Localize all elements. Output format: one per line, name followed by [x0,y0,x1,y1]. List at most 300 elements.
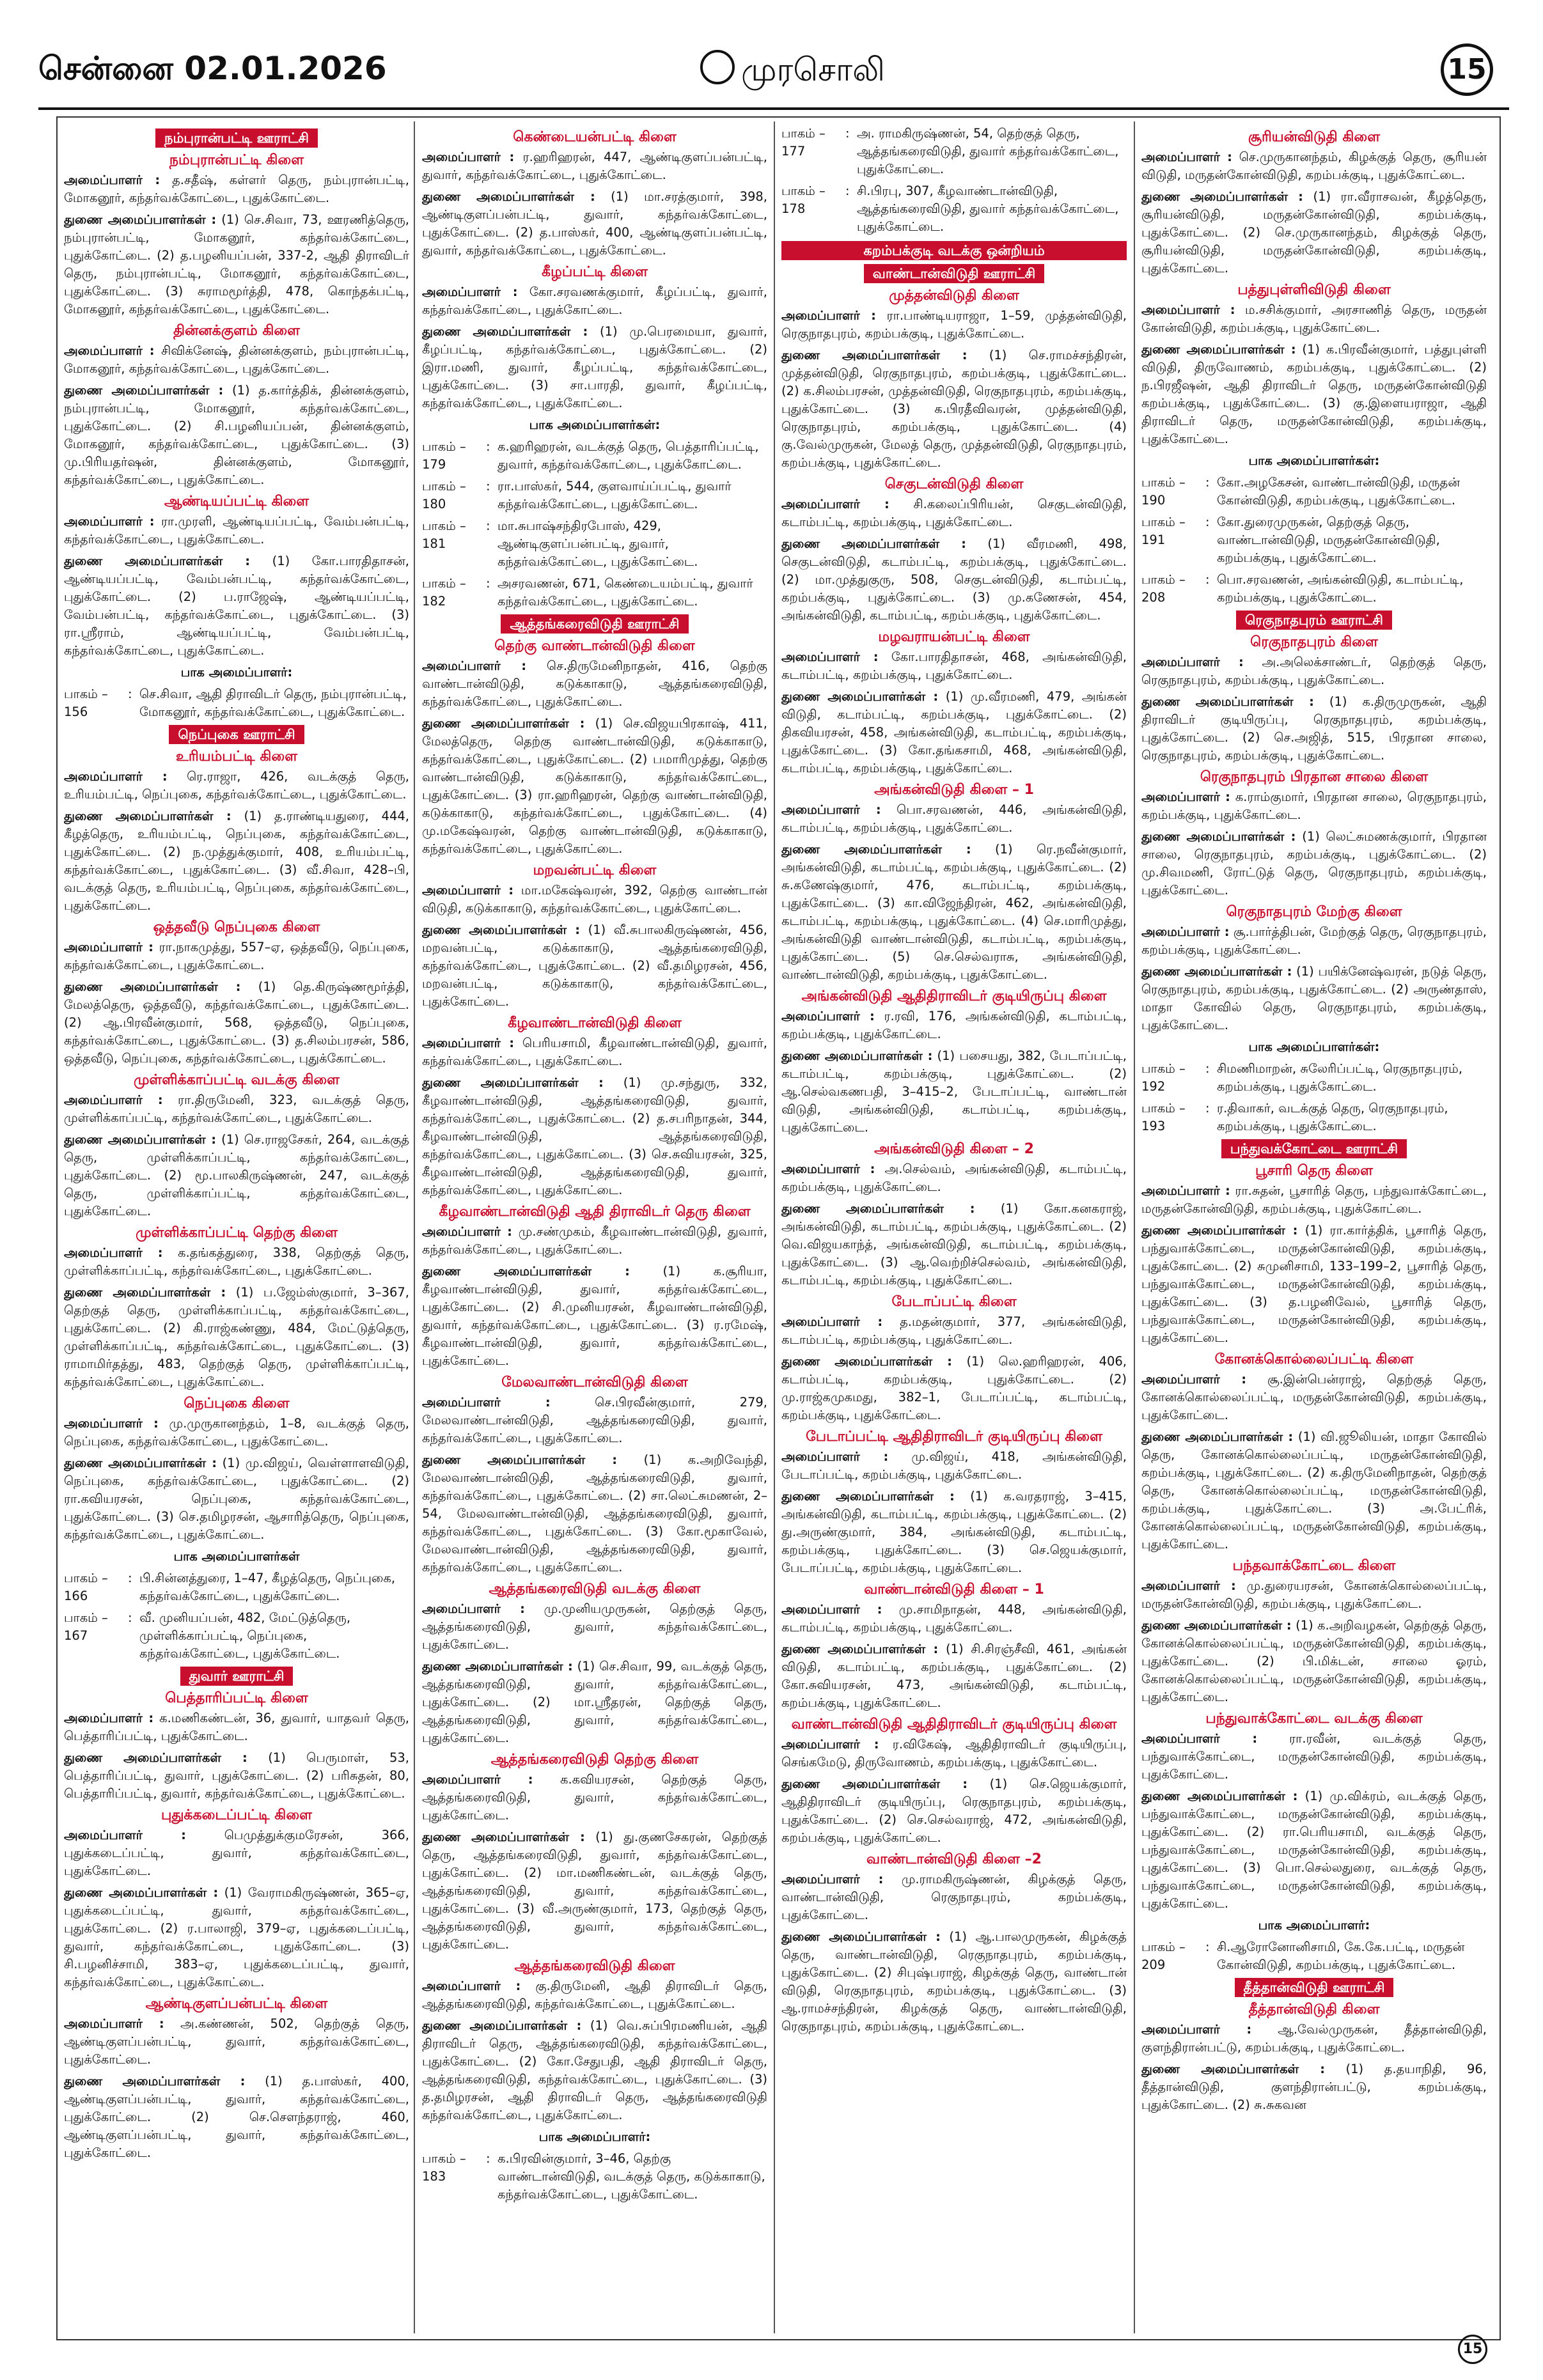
organizer-entry [781,1640,1127,1712]
branch-title: ஆத்தங்கரைவிடுதி வடக்கு கிளை [489,1581,701,1597]
entry-role: துணை அமைப்பாளர்கள் : [422,2018,582,2033]
entry-role: அமைப்பாளர் : [781,497,889,511]
entry-role: அமைப்பாளர் : [422,150,515,164]
entry-text: செ.திருமேனிநாதன், 416, தெற்கு வாண்டான்விடுதி, கடுக்காகாடு, ஆத்தங்கரைவிடுதி, கந்தர்வக்கோட்டை, புதுக்கோட்டை. [422,658,767,709]
entry-text: ம.சசிக்குமார், அரசாணித் தெரு, மருதன் கோன்விடுதி, கறம்பக்குடி, புதுக்கோட்டை. [1141,302,1487,335]
part-organizer-row [422,438,767,474]
organizer-entry [422,1263,767,1370]
entry-role: துணை அமைப்பாளர்கள் : [781,689,939,704]
entry-role: அமைப்பாளர் : [781,1314,883,1329]
entry-text: (1) த.பாஸ்கர், 400, ஆண்டிகுளப்பன்பட்டி, துவார், கந்தர்வக்கோட்டை, புதுக்கோட்டை. (2) செ.சௌந்தராஜ், 460, ஆண்டிகுளப்பன்பட்டி, துவார், கந்தர்வக்கோட்டை, புதுக்கோட்டை. [64,2074,409,2160]
part-number: பாகம் – 183 [422,2151,466,2184]
part-organizer: சி.ஆரோனோனிசாமி, கே.கே.பட்டி, மருதன் கோன்விடுதி, கறம்பக்குடி, புதுக்கோட்டை. [1217,1940,1465,1972]
entry-text: (1) மு.விஜய், வெள்ளாளவிடுதி, நெப்புகை, கந்தர்வக்கோட்டை, புதுக்கோட்டை. (2) ரா.கவியரசன், நெப்புகை, கந்தர்வக்கோட்டை, புதுக்கோட்டை. (3) செ.தமிழரசன், ஆசாரித்தெரு, நெப்புகை, கந்தர்வக்கோட்டை, புதுக்கோட்டை. [64,1456,409,1542]
entry-text: (1) செ.ராமச்சந்திரன், முத்தன்விடுதி, ரெகுநாதபுரம், கறம்பக்குடி, புதுக்கோட்டை. (2) க.சிலம்பரசன், முத்தன்விடுதி, ரெகுநாதபுரம், கறம்பக்குடி, புதுக்கோட்டை. (3) க.பிரதீவிவரன், முத்தன்விடுதி, ரெகுநாதபுரம், கறம்பக்குடி, புதுக்கோட்டை. (4) கு.வேல்முருகன், மேலத் தெரு, முத்தன்விடுதி, ரெகுநாதபுரம், கறம்பக்குடி, புதுக்கோட்டை. [781,348,1127,470]
entry-text: (1) ஆ.பாலமுருகன், கிழக்குத் தெரு, வாண்டான்விடுதி, ரெகுநாதபுரம், கறம்பக்குடி, புதுக்கோட்டை. (2) சிபுஷ்பராஜ், கிழக்குத் தெரு, வாண்டான் விடுதி, ரெகுநாதபுரம், கறம்பக்குடி, புதுக்கோட்டை. (3) ஆ.ராமச்சந்திரன், கிழக்குத் தெரு, வாண்டான்விடுதி, ரெகுநாதபுரம், கறம்பக்குடி, புதுக்கோட்டை. [781,1929,1127,2034]
entry-text: (1) ரெ.நவீன்குமார், அங்கன்விடுதி, கடாம்பட்டி, கறம்பக்குடி, புதுக்கோட்டை. (2) சு.கணேஷ்குமார், 476, கடாம்பட்டி, கறம்பக்குடி, புதுக்கோட்டை. (3) கா.விஜேந்திரன், 462, அங்கன்விடுதி, கடாம்பட்டி, கறம்பக்குடி, புதுக்கோட்டை. (4) செ.மாரிமுத்து, அங்கன்விடுதி வாண்டான்விடுதி, கடாம்பட்டி, கறம்பக்குடி, புதுக்கோட்டை. (5) செ.செல்வராசு, அங்கன்விடுதி, வாண்டான்விடுதி, கறம்பக்குடி, புதுக்கோட்டை. [781,842,1127,982]
organizer-entry [64,1884,409,1991]
part-organizer: சி.பிரபு, 307, கீழவாண்டான்விடுதி, ஆத்தங்கரைவிடுதி, துவார் கந்தர்வக்கோட்டை, புதுக்கோட்டை. [857,183,1119,234]
organizer-entry [1141,148,1487,184]
entry-text: (1) ரா.வீராசவன், கீழத்தெரு, சூரியன்விடுதி, மருதன்கோன்விடுதி, கறம்பக்குடி, புதுக்கோட்டை. (2) செ.முருகானந்தம், கிழக்குத் தெரு, சூரியன்விடுதி, மருதன்கோன்விடுதி, கறம்பக்குடி, புதுக்கோட்டை. [1141,189,1487,276]
organizer-entry [1141,1371,1487,1424]
entry-role: துணை அமைப்பாளர்கள் : [781,1201,975,1216]
entry-role: அமைப்பாளர் : [1141,789,1230,804]
organizer-entry [422,1977,767,2013]
branch-title: ரெகுநாதபுரம் கிளை [1250,634,1378,650]
entry-role: அமைப்பாளர் : [64,1093,163,1107]
organizer-entry [781,1448,1127,1484]
organizer-entry [1141,653,1487,689]
section-heading: பாக அமைப்பாளர்கள்: [1248,453,1380,468]
entry-text: (1) ரா.கார்த்திக், பூசாரித் தெரு, பந்துவாக்கோட்டை, மருதன்கோன்விடுதி, கறம்பக்குடி, புதுக்கோட்டை. (2) சுமுனிசாமி, 133–199–2, பூசாரித் தெரு, பந்துவாக்கோட்டை, மருதன்கோன்விடுதி, கறம்பக்குடி, புதுக்கோட்டை. (3) த.பழனிவேல், பூசாரித் தெரு, பந்துவாக்கோட்டை, மருதன்கோன்விடுதி, கறம்பக்குடி, புதுக்கோட்டை. [1141,1223,1487,1345]
entry-text: ரா.நாகமுத்து, 557–ஏ, ஒத்தவீடு, நெப்புகை, கந்தர்வக்கோட்டை, புதுக்கோட்டை. [64,940,409,972]
entry-role: துணை அமைப்பாளர்கள் : [64,979,241,994]
entry-text: (1) பெருமாள், 53, பெத்தாரிப்பட்டி, துவார், புதுக்கோட்டை. (2) பரிசுதன், 80, பெத்தாரிப்பட்டி, துவார், கந்தர்வக்கோட்டை, புதுக்கோட்டை. [64,1750,409,1801]
organizer-entry [781,1047,1127,1137]
entry-text: (1) க.அறிவழகன், தெற்குத் தெரு, கோனக்கொல்லைப்பட்டி, மருதன்கோன்விடுதி, கறம்பக்குடி, புதுக்கோட்டை. (2) பி.மிக்டன், சாலை ஓரம், கோனக்கொல்லைப்பட்டி, மருதன்கோன்விடுதி, கறம்பக்குடி, புதுக்கோட்டை. [1141,1618,1487,1704]
entry-text: (1) த.ராண்டியதுரை, 444, கீழத்தெரு, உரியம்பட்டி, நெப்புகை, கந்தர்வக்கோட்டை, புதுக்கோட்டை. (2) ந.முத்துக்குமார், 408, உரியம்பட்டி, கந்தர்வக்கோட்டை, புதுக்கோட்டை. (3) வீ.சிவா, 428–பி, வடக்குத் தெரு, உரியம்பட்டி, நெப்புகை, கந்தர்வக்கோட்டை, புதுக்கோட்டை. [64,809,409,913]
organizer-entry [422,148,767,184]
entry-text: அ.கண்ணன், 502, தெற்குத் தெரு, ஆண்டிகுளப்பன்பட்டி, துவார், கந்தர்வக்கோட்டை, புதுக்கோட்டை. [64,2016,409,2067]
column-3 [781,125,1127,2330]
entry-role: அமைப்பாளர் : [1141,150,1232,164]
entry-text: அ.செல்வம், அங்கன்விடுதி, கடாம்பட்டி, கறம்பக்குடி, புதுக்கோட்டை. [781,1162,1127,1194]
column-2 [422,125,767,2330]
part-number: பாகம் – 166 [64,1571,108,1603]
entry-role: துணை அமைப்பாளர்கள் : [64,809,231,823]
part-organizer: கோ.அழகேசன், வாண்டான்விடுதி, மருதன் கோன்விடுதி, கறம்பக்குடி, புதுக்கோட்டை. [1217,475,1461,508]
branch-title: கீழப்பட்டி கிளை [542,264,648,280]
organizer-entry [64,1709,409,1745]
entry-text: (1) வீரமணி, 498, செகுடன்விடுதி, கடாம்பட்டி, கறம்பக்குடி, புதுக்கோட்டை. (2) மா.முத்துகுரு, 508, செகுடன்விடுதி, கடாம்பட்டி, கறம்பக்குடி, புதுக்கோட்டை. (3) மு.கணேசன், 454, அங்கன்விடுதி, கடாம்பட்டி, கறம்பக்குடி, புதுக்கோட்டை. [781,536,1127,623]
organizer-entry [781,495,1127,531]
entry-role: துணை அமைப்பாளர்கள் : [781,1354,952,1369]
separator: : [1205,1101,1210,1116]
branch-title: வாண்டான்விடுதி ஆதிதிராவிடர் குடியிருப்பு கிளை [791,1716,1117,1732]
branch-title: பத்துபுள்ளிவிடுதி கிளை [1237,282,1391,298]
entry-text: (1) செ.ஜெயக்குமார், ஆதிதிராவிடர் குடியிருப்பு, ரெகுநாதபுரம், கறம்பக்குடி, புதுக்கோட்டை. (2) செ.செல்வராஜ், 472, அங்கன்விடுதி, கறம்பக்குடி, புதுக்கோட்டை. [781,1777,1127,1845]
part-organizer: க.ஹரிஹரன், வடக்குத் தெரு, பெத்தாரிப்பட்டி, துவார், கந்தர்வக்கோட்டை, புதுக்கோட்டை. [497,439,759,472]
branch-title: முத்தன்விடுதி கிளை [889,288,1019,304]
organizer-entry [64,1284,409,1391]
organizer-entry [1141,1222,1487,1347]
separator: : [486,518,490,533]
entry-role: துணை அமைப்பாளர்கள் : [781,1929,941,1944]
entry-text: (1) து.குணசேகரன், தெற்குத் தெரு, ஆத்தங்கரைவிடுதி, துவார், கந்தர்வக்கோட்டை, புதுக்கோட்டை. (2) மா.மணிகண்டன், வடக்குத் தெரு, ஆத்தங்கரைவிடுதி, துவார், கந்தர்வக்கோட்டை, புதுக்கோட்டை. (3) வீ.அருண்குமார், 173, தெற்குத் தெரு, ஆத்தங்கரைவிடுதி, துவார், கந்தர்வக்கோட்டை, புதுக்கோட்டை. [422,1830,767,1952]
panchayat-banner: நம்புரான்பட்டி ஊராட்சி [155,128,318,148]
entry-text: ர.ஹரிஹரன், 447, ஆண்டிகுளப்பன்பட்டி, துவார், கந்தர்வக்கோட்டை, புதுக்கோட்டை. [422,150,767,182]
organizer-entry [422,1600,767,1654]
branch-title: அங்கன்விடுதி ஆதிதிராவிடர் குடியிருப்பு கிளை [801,988,1107,1004]
entry-role: அமைப்பாளர் : [781,1872,884,1886]
branch-title: கெண்டையன்பட்டி கிளை [513,129,677,145]
part-organizer-row [781,182,1127,236]
entry-text: (1) வேராமகிருஷ்ணன், 365–ஏ, புதுக்கடைப்பட்டி, துவார், கந்தர்வக்கோட்டை, புதுக்கோட்டை. (2) ர.பாலாஜி, 379–ஏ, புதுக்கடைப்பட்டி, துவார், கந்தர்வக்கோட்டை, புதுக்கோட்டை. (3) சி.பழனிச்சாமி, 383–ஏ, புதுக்கடைப்பட்டி, துவார், கந்தர்வக்கோட்டை, புதுக்கோட்டை. [64,1885,409,1989]
organizer-entry [422,283,767,319]
section-heading: பாக அமைப்பாளர்: [180,665,293,680]
panchayat-banner: தீத்தான்விடுதி ஊராட்சி [1235,1978,1394,1997]
entry-text: ரா.திருமேனி, 323, வடக்குத் தெரு, முள்ளிக்காப்பட்டி, கந்தர்வக்கோட்டை, புதுக்கோட்டை. [64,1093,409,1125]
entry-role: அமைப்பாளர் : [422,284,518,299]
panchayat-banner: பந்துவக்கோட்டை ஊராட்சி [1221,1139,1407,1158]
branch-title: உரியம்பட்டி கிளை [175,749,298,765]
branch-title: கீழவாண்டான்விடுதி கிளை [508,1015,682,1031]
section-heading: பாக அமைப்பாளர்: [1258,1918,1370,1933]
organizer-entry [422,1223,767,1259]
organizer-entry [1141,301,1487,337]
separator: : [128,687,132,701]
entry-role: துணை அமைப்பாளர்கள் : [1141,2062,1326,2076]
entry-role: அமைப்பாளர் : [422,1601,525,1616]
branch-title: வாண்டான்விடுதி கிளை – 1 [864,1582,1044,1598]
entry-role: துணை அமைப்பாளர்கள் : [64,1456,217,1470]
column-4 [1141,125,1487,2330]
organizer-entry [1141,923,1487,959]
separator: : [128,1610,132,1625]
entry-text: (1) சி.சிரஞ்சீவி, 461, அங்கன் விடுதி, கடாம்பட்டி, கறம்பக்குடி, புதுக்கோட்டை. (2) கோ.சுவியரசன், 473, அங்கன்விடுதி, கடாம்பட்டி, கறம்பக்குடி, புதுக்கோட்டை. [781,1642,1127,1710]
part-organizer: க.பிரவின்குமார், 3–46, தெற்கு வாண்டான்விடுதி, வடக்குத் தெரு, கடுக்காகாடு, கந்தர்வக்கோட்டை, புதுக்கோட்டை. [497,2151,765,2202]
organizer-entry [422,715,767,858]
entry-text: (1) லெ.ஹரிஹரன், 406, கடாம்பட்டி, கறம்பக்குடி, புதுக்கோட்டை. (2) மு.ராஜ்கமுகமது, 382–1, பேடாப்பட்டி, கடாம்பட்டி, கறம்பக்குடி, புதுக்கோட்டை. [781,1354,1127,1422]
entry-role: துணை அமைப்பாளர்கள் : [781,348,967,362]
entry-role: அமைப்பாளர் : [1141,1372,1247,1387]
part-number: பாகம் – 193 [1141,1101,1186,1133]
separator: : [128,1571,132,1585]
entry-role: அமைப்பாளர் : [781,1737,879,1752]
part-number: பாகம் – 181 [422,518,466,551]
organizer-entry [1141,1787,1487,1913]
separator: : [1205,1061,1210,1076]
part-organizer: மா.சுபாஷ்சந்திரபோஸ், 429, ஆண்டிகுளப்பன்பட்டி, துவார், கந்தர்வக்கோட்டை, புதுக்கோட்டை. [497,518,698,569]
organizer-entry [781,1736,1127,1771]
entry-text: மு.சாமிநாதன், 448, அங்கன்விடுதி, கடாம்பட்டி, கறம்பக்குடி, புதுக்கோட்டை. [781,1602,1127,1635]
organizer-entry [422,1451,767,1576]
entry-text: (1) த.கார்த்திக், தின்னக்குளம், நம்புரான்பட்டி, மோகனூர், கந்தர்வக்கோட்டை, புதுக்கோட்டை. (2) சி.பழனியப்பன், தின்னக்குளம், மோகனூர், கந்தர்வக்கோட்டை, புதுக்கோட்டை. (3) மு.பிரியதர்ஷன், தின்னக்குளம், மோகனூர், கந்தர்வக்கோட்டை, புதுக்கோட்டை. [64,383,409,487]
entry-role: அமைப்பாளர் : [64,514,155,529]
entry-text: (1) க.அறிவேந்தி, மேலவாண்டான்விடுதி, ஆத்தங்கரைவிடுதி, துவார், கந்தர்வக்கோட்டை, புதுக்கோட்டை. (2) சா.லெட்சுமணன், 2–54, மேலவாண்டான்விடுதி, ஆத்தங்கரைவிடுதி, துவார், கந்தர்வக்கோட்டை, புதுக்கோட்டை. (3) கோ.மூகாவேல், மேலவாண்டான்விடுதி, ஆத்தங்கரைவிடுதி, துவார், கந்தர்வக்கோட்டை, புதுக்கோட்டை. [422,1452,767,1575]
part-organizer-row [64,1569,409,1605]
branch-title: ஆத்தங்கரைவிடுதி கிளை [514,1958,675,1974]
entry-role: துணை அமைப்பாளர்கள் : [1141,189,1303,204]
separator: : [1205,1940,1210,1954]
branch-title: அங்கன்விடுதி கிளை – 2 [874,1141,1034,1157]
entry-text: (1) க.வரதராஜ், 3–415, அங்கன்விடுதி, கடாம்பட்டி, கறம்பக்குடி, புதுக்கோட்டை. (2) து.அருண்குமார், 384, அங்கன்விடுதி, கடாம்பட்டி, கறம்பக்குடி, புதுக்கோட்டை. (3) செ.ஜெயக்குமார், பேடாப்பட்டி, கறம்பக்குடி, புதுக்கோட்டை. [781,1489,1127,1575]
branch-title: மேலவாண்டான்விடுதி கிளை [501,1374,688,1390]
entry-role: அமைப்பாளர் : [1141,2022,1252,2037]
organizer-entry [64,513,409,548]
organizer-entry [64,211,409,318]
branch-title: முள்ளிக்காப்பட்டி வடக்கு கிளை [133,1072,340,1088]
entry-role: அமைப்பாளர் : [64,1245,163,1260]
organizer-entry [422,1828,767,1954]
branch-title: செகுடன்விடுதி கிளை [884,476,1024,492]
entry-text: பெரியசாமி, கீழவாண்டான்விடுதி, துவார், கந்தர்வக்கோட்டை, புதுக்கோட்டை. [422,1036,767,1068]
entry-role: அமைப்பாளர் : [1141,1183,1230,1198]
organizer-entry [422,2017,767,2124]
entry-role: துணை அமைப்பாளர்கள் : [422,189,595,204]
entry-text: (1) த.தயாநிதி, 96, தீத்தான்விடுதி, குளந்திரான்பட்டு, கறம்பக்குடி, புதுக்கோட்டை. (2) சு.சுகவன [1141,2062,1487,2112]
entry-text: பெமுத்துக்குமரேசன், 366, புதுக்கடைப்பட்டி, துவார், கந்தர்வக்கோட்டை, புதுக்கோட்டை. [64,1828,409,1878]
organizer-entry [64,342,409,378]
organizer-entry [422,323,767,412]
entry-role: துணை அமைப்பாளர்கள் : [1141,1618,1292,1633]
part-number: பாகம் – 177 [781,126,826,159]
entry-text: (1) செ.ராஜசேகர், 264, வடக்குத் தெரு, முள்ளிக்காப்பட்டி, கந்தர்வக்கோட்டை, புதுக்கோட்டை. (2) மூ.பாலகிருஷ்ணன், 247, வடக்குத் தெரு, முள்ளிக்காப்பட்டி, கந்தர்வக்கோட்டை, புதுக்கோட்டை. [64,1132,409,1218]
organizer-entry [1141,788,1487,824]
entry-role: துணை அமைப்பாளர்கள் : [1141,694,1314,709]
organizer-entry [64,382,409,489]
organizer-entry [781,688,1127,777]
entry-text: ர.ரவி, 176, அங்கன்விடுதி, கடாம்பட்டி, கறம்பக்குடி, புதுக்கோட்டை. [781,1009,1127,1041]
part-number: பாகம் – 209 [1141,1940,1186,1972]
entry-role: அமைப்பாளர் : [1141,924,1230,939]
entry-text: ர.விகேஷ், ஆதிதிராவிடர் குடியிருப்பு, செங்கமேடு, திருவோணம், கறம்பக்குடி, புதுக்கோட்டை. [781,1737,1127,1769]
organizer-entry [781,1160,1127,1196]
union-banner: கறம்பக்குடி வடக்கு ஒன்றியம் [781,241,1127,260]
part-number: பாகம் – 191 [1141,515,1186,547]
branch-title: ஆண்டியப்பட்டி கிளை [164,494,309,509]
entry-text: (1) வீ.சுபாலகிருஷ்ணன், 456, மறவன்பட்டி, கடுக்காகாடு, ஆத்தங்கரைவிடுதி, கந்தர்வக்கோட்டை, புதுக்கோட்டை. (2) வீ.தமிழரசன், 456, மறவன்பட்டி, கடுக்காகாடு, கந்தர்வக்கோட்டை, புதுக்கோட்டை. [422,922,767,1009]
entry-text: ஆ.வேல்முருகன், தீத்தான்விடுதி, குளந்திரான்பட்டு, கறம்பக்குடி, புதுக்கோட்டை. [1141,2022,1487,2055]
entry-role: துணை அமைப்பாளர்கள் : [1141,1789,1298,1803]
entry-role: அமைப்பாளர் : [64,343,155,358]
separator: : [486,479,490,494]
entry-role: துணை அமைப்பாளர்கள் : [64,2074,246,2088]
organizer-entry [1141,188,1487,277]
entry-text: (1) செ.சிவா, 73, ஊரணித்தெரு, நம்புரான்பட்டி, மோகனூர், கந்தர்வக்கோட்டை, புதுக்கோட்டை. (2) த.பழனியப்பன், 337-2, ஆதி திராவிடர் தெரு, நம்புரான்பட்டி, மோகனூர், கந்தர்வக்கோட்டை, புதுக்கோட்டை. (3) சுராமமூர்த்தி, 478, கொந்தக்பட்டி, மோகனூர், கந்தர்வக்கோட்டை, புதுக்கோட்டை. [64,212,409,316]
organizer-entry [781,346,1127,472]
entry-role: துணை அமைப்பாளர்கள் : [422,1452,618,1467]
branch-title: வாண்டான்விடுதி கிளை –2 [866,1851,1042,1867]
entry-text: சி.கலைப்பிரியன், செகுடன்விடுதி, கடாம்பட்டி, கறம்பக்குடி, புதுக்கோட்டை. [781,497,1127,529]
entry-role: அமைப்பாளர் : [64,1711,154,1725]
entry-role: அமைப்பாளர் : [422,883,513,898]
part-organizer: பி.சின்னத்துரை, 1–47, கீழத்தெரு, நெப்புகை, கந்தர்வக்கோட்டை, புதுக்கோட்டை. [139,1571,396,1603]
organizer-entry [781,1601,1127,1637]
part-number: பாகம் – 179 [422,439,466,472]
entry-text: செ.முருகானந்தம், கிழக்குத் தெரு, சூரியன் விடுதி, மருதன்கோன்விடுதி, கறம்பக்குடி, புதுக்கோட்டை. [1141,150,1487,182]
branch-title: மறவன்பட்டி கிளை [533,862,657,878]
entry-role: அமைப்பாளர் : [64,1828,186,1842]
organizer-entry [64,938,409,974]
organizer-entry [781,1353,1127,1424]
part-organizer: சிமணிமாறன், சுலேரிப்பட்டி, ரெகுநாதபுரம், கறம்பக்குடி, புதுக்கோட்டை. [1217,1061,1463,1094]
entry-text: மா.மகேஷ்வரன், 392, தெற்கு வாண்டான் விடுதி, கடுக்காகாடு, கந்தர்வக்கோட்டை, புதுக்கோட்டை. [422,883,767,915]
part-organizer-row [422,2150,767,2204]
organizer-entry [1141,1182,1487,1218]
part-organizer: அ. ராமகிருஷ்ணன், 54, தெற்குத் தெரு, ஆத்தங்கரைவிடுதி, துவார் கந்தர்வக்கோட்டை, புதுக்கோட்டை. [857,126,1119,176]
entry-text: (1) மு.வீரமணி, 479, அங்கன் விடுதி, கடாம்பட்டி, கறம்பக்குடி, புதுக்கோட்டை. (2) திகவியரசன், 458, அங்கன்விடுதி, கடாம்பட்டி, கறம்பக்குடி, புதுக்கோட்டை. (3) கோ.தங்கசாமி, 468, அங்கன்விடுதி, கடாம்பட்டி, கறம்பக்குடி, புதுக்கோட்டை. [781,689,1127,775]
section-heading: பாக அமைப்பாளர்: [538,2129,651,2144]
entry-role: துணை அமைப்பாளர்கள் : [1141,829,1296,844]
organizer-entry [781,1488,1127,1577]
entry-role: அமைப்பாளர் : [1141,302,1235,317]
part-number: பாகம் – 182 [422,576,466,609]
entry-text: (1) க.திருமுருகன், ஆதி திராவிடர் குடியிருப்பு, ரெகுநாதபுரம், கறம்பக்குடி, புதுக்கோட்டை. (2) செ.அஜித், 515, பிரதான சாலை, ரெகுநாதபுரம், கறம்பக்குடி, புதுக்கோட்டை. [1141,694,1487,763]
entry-role: துணை அமைப்பாளர்கள் : [64,1132,217,1147]
entry-role: துணை அமைப்பாளர்கள் : [781,1642,939,1656]
part-organizer-row [1141,1938,1487,1974]
entry-text: பொ.சரவணன், 446, அங்கன்விடுதி, கடாம்பட்டி, கறம்பக்குடி, புதுக்கோட்டை. [781,802,1127,835]
entry-role: துணை அமைப்பாளர்கள் : [1141,1429,1294,1444]
part-number: பாகம் – 208 [1141,572,1186,605]
branch-title: புதுக்கடைப்பட்டி கிளை [161,1807,313,1823]
part-organizer: வீ. முனியப்பன், 482, மேட்டுத்தெரு, முள்ளிக்காப்பட்டி, நெப்புகை, கந்தர்வக்கோட்டை, புதுக்கோட்டை. [139,1610,351,1661]
organizer-entry [781,1775,1127,1847]
separator: : [486,576,490,591]
entry-text: மு.ராமகிருஷ்ணன், கிழக்குத் தெரு, வாண்டான்விடுதி, ரெகுநாதபுரம், கறம்பக்குடி, புதுக்கோட்டை. [781,1872,1127,1922]
part-number: பாகம் – 156 [64,687,108,719]
entry-role: துணை அமைப்பாளர்கள் : [1141,1223,1298,1238]
part-organizer-row [64,685,409,721]
branch-title: தெற்கு வாண்டான்விடுதி கிளை [494,638,695,654]
organizer-entry [1141,1730,1487,1784]
organizer-entry [422,1394,767,1447]
organizer-entry [64,1454,409,1544]
entry-role: துணை அமைப்பாளர்கள் : [422,922,581,937]
organizer-entry [64,768,409,804]
separator: : [1205,475,1210,490]
separator: : [845,126,850,141]
section-heading: பாக அமைப்பாளர்கள் [173,1549,300,1564]
organizer-entry [422,1658,767,1747]
entry-role: அமைப்பாளர் : [781,308,876,323]
part-number: பாகம் – 192 [1141,1061,1186,1094]
branch-title: சூரியன்விடுதி கிளை [1248,129,1381,145]
entry-role: துணை அமைப்பாளர்கள் : [422,716,585,731]
entry-text: (1) க.சூரியா, கீழவாண்டான்விடுதி, துவார், கந்தர்வக்கோட்டை, புதுக்கோட்டை. (2) சி.முனியரசன், கீழவாண்டான்விடுதி, துவார், கந்தர்வக்கோட்டை, புதுக்கோட்டை. (3) ர.ரமேஷ், கீழவாண்டான்விடுதி, துவார், கந்தர்வக்கோட்டை, புதுக்கோட்டை. [422,1264,767,1368]
part-organizer: செ.சிவா, ஆதி திராவிடர் தெரு, நம்புரான்பட்டி, மோகனூர், கந்தர்வக்கோட்டை, புதுக்கோட்டை. [139,687,407,719]
part-organizer: கோ.துரைமுருகன், தெற்குத் தெரு, வாண்டான்விடுதி, மருதன்கோன்விடுதி, கறம்பக்குடி, புதுக்கோட்டை. [1217,515,1440,565]
entry-text: த.மதன்குமார், 377, அங்கன்விடுதி, கடாம்பட்டி, கறம்பக்குடி, புதுக்கோட்டை. [781,1314,1127,1347]
entry-role: துணை அமைப்பாளர்கள் : [64,212,217,227]
organizer-entry [781,1871,1127,1924]
entry-role: அமைப்பாளர் : [1141,1731,1258,1746]
entry-role: துணை அமைப்பாளர்கள் : [422,1830,585,1844]
organizer-entry [422,1771,767,1824]
organizer-entry [422,1034,767,1070]
entry-text: (1) செ.விஜயபிரகாஷ், 411, மேலத்தெரு, தெற்கு வாண்டான்விடுதி, கடுக்காகாடு, கந்தர்வக்கோட்டை, புதுக்கோட்டை. (2) பமாரிமுத்து, தெற்கு வாண்டான்விடுதி, கடுக்காகாடு, கந்தர்வக்கோட்டை, புதுக்கோட்டை. (3) ரா.ஹரிஹரன், தெற்கு வாண்டான்விடுதி, கடுக்காகாடு, கந்தர்வக்கோட்டை, புதுக்கோட்டை. (4) மு.மகேஷ்வரன், தெற்கு வாண்டான்விடுதி, கடுக்காகாடு, கந்தர்வக்கோட்டை, புதுக்கோட்டை. [422,716,767,856]
branch-title: முள்ளிக்காப்பட்டி தெற்கு கிளை [136,1225,338,1241]
part-number: பாகம் – 180 [422,479,466,511]
organizer-entry [1141,828,1487,899]
entry-text: க.கவியரசன், தெற்குத் தெரு, ஆத்தங்கரைவிடுதி, துவார், கந்தர்வக்கோட்டை, புதுக்கோட்டை. [422,1772,767,1823]
entry-role: அமைப்பாளர் : [1141,1578,1236,1593]
branch-title: பூசாரி தெரு கிளை [1255,1163,1373,1179]
entry-role: துணை அமைப்பாளர்கள் : [781,536,966,551]
organizer-entry [64,1244,409,1280]
section-heading: பாக அமைப்பாளர்கள்: [529,417,661,432]
entry-text: க.ராம்குமார், பிரதான சாலை, ரெகுநாதபுரம், கறம்பக்குடி, புதுக்கோட்டை. [1141,789,1487,822]
organizer-entry [1141,963,1487,1034]
entry-role: துணை அமைப்பாளர்கள் : [422,1075,604,1090]
entry-text: (1) பசையது, 382, பேடாப்பட்டி, கடாம்பட்டி, கறம்பக்குடி, புதுக்கோட்டை. (2) ஆ.செல்வகணபதி, 3–415–2, பேடாப்பட்டி, வாண்டான் விடுதி, அங்கன்விடுதி, கடாம்பட்டி, கறம்பக்குடி, புதுக்கோட்டை. [781,1048,1127,1135]
entry-text: (1) பயிக்னேஷ்வரன், நடுத் தெரு, ரெகுநாதபுரம், கறம்பக்குடி, புதுக்கோட்டை. (2) அருண்தாஸ், மாதா கோவில் தெரு, ரெகுநாதபுரம், கறம்பக்குடி, புதுக்கோட்டை. [1141,964,1487,1032]
panchayat-banner: துவார் ஊராட்சி [180,1667,294,1686]
entry-text: க.மணிகண்டன், 36, துவார், யாதவர் தெரு, பெத்தாரிப்பட்டி, புதுக்கோட்டை. [64,1711,409,1743]
entry-role: துணை அமைப்பாளர்கள் : [64,1885,219,1900]
entry-role: துணை அமைப்பாளர்கள் : [64,383,224,398]
entry-text: (1) மு.விக்ரம், வடக்குத் தெரு, பந்துவாக்கோட்டை, மருதன்கோன்விடுதி, கறம்பக்குடி, புதுக்கோட்டை. (2) ரா.பெரியசாமி, வடக்குத் தெரு, பந்துவாக்கோட்டை, மருதன்கோன்விடுதி, கறம்பக்குடி, புதுக்கோட்டை. (3) பொ.செல்லதுரை, வடக்குத் தெரு, பந்துவாக்கோட்டை, மருதன்கோன்விடுதி, கறம்பக்குடி, புதுக்கோட்டை. [1141,1789,1487,1911]
organizer-entry [781,1928,1127,2035]
entry-role: அமைப்பாளர் : [64,940,153,954]
entry-text: (1) க.பிரவீன்குமார், பத்துபுள்ளி விடுதி, திருவோணம், கறம்பக்குடி, புதுக்கோட்டை. (2) ந.பிரஜீஷன், ஆதி திராவிடர் தெரு, மருதன்கோன்விடுதி கறம்பக்குடி, புதுக்கோட்டை. (3) கு.இளையராஜா, ஆதி திராவிடர் தெரு, மருதன்கோன்விடுதி, கறம்பக்குடி, புதுக்கோட்டை. [1141,342,1487,446]
entry-text: (1) ப.ஜேம்ஸ்குமார், 3–367, தெற்குத் தெரு, முள்ளிக்காப்பட்டி, கந்தர்வக்கோட்டை, புதுக்கோட்டை. (2) கி.ராஜ்கண்ணு, 484, மேட்டுத்தெரு, முள்ளிக்காப்பட்டி, கந்தர்வக்கோட்டை, புதுக்கோட்டை. (3) ராமாமிர்தத்து, 483, தெற்குத் தெரு, முள்ளிக்காப்பட்டி, கந்தர்வக்கோட்டை, புதுக்கோட்டை. [64,1285,409,1389]
branch-title: ரெகுநாதபுரம் பிரதான சாலை கிளை [1200,769,1429,785]
branch-title: பந்துவாக்கோட்டை வடக்கு கிளை [1205,1711,1423,1727]
entry-role: அமைப்பாளர் : [781,1009,875,1023]
entry-role: அமைப்பாளர் : [781,802,881,817]
entry-text: ரா.சுதன், பூசாரித் தெரு, பந்துவாக்கோட்டை, மருதன்கோன்விடுதி, கறம்பக்குடி, புதுக்கோட்டை. [1141,1183,1487,1216]
branch-title: தின்னக்குளம் கிளை [173,323,301,339]
part-organizer-row [781,125,1127,178]
organizer-entry [781,648,1127,684]
entry-role: துணை அமைப்பாளர்கள் : [64,1285,226,1300]
organizer-entry [422,921,767,1011]
organizer-entry [781,535,1127,625]
entry-role: துணை அமைப்பாளர்கள் : [1141,964,1292,979]
separator: : [486,439,490,454]
entry-role: துணை அமைப்பாளர்கள் : [422,324,588,339]
branch-title: நம்புரான்பட்டி கிளை [169,152,304,168]
organizer-entry [1141,1577,1487,1613]
footer-page-number: 15 [1458,2335,1487,2364]
entry-role: அமைப்பாளர் : [781,1602,882,1617]
section-heading: பாக அமைப்பாளர்கள்: [1248,1039,1380,1054]
entry-text: (1) தெ.கிருஷ்ணமூர்த்தி, மேலத்தெரு, ஒத்தவீடு, கந்தர்வக்கோட்டை, புதுக்கோட்டை. (2) ஆ.பிரவீன்குமார், 568, ஒத்தவீடு, நெப்புகை, கந்தர்வக்கோட்டை, புதுக்கோட்டை. (3) த.சிலம்பரசன், 586, ஒத்தவீடு, நெப்புகை, கந்தர்வக்கோட்டை, புதுக்கோட்டை. [64,979,409,1066]
branch-title: பேடாப்பட்டி கிளை [891,1294,1017,1310]
organizer-entry [781,841,1127,984]
organizer-entry [64,552,409,660]
entry-text: கோ.பாரதிதாசன், 468, அங்கன்விடுதி, கடாம்பட்டி, கறம்பக்குடி, புதுக்கோட்டை. [781,649,1127,682]
organizer-entry [64,2015,409,2069]
entry-text: மு.முனியமுருகன், தெற்குத் தெரு, ஆத்தங்கரைவிடுதி, துவார், கந்தர்வக்கோட்டை, புதுக்கோட்டை. [422,1601,767,1652]
entry-text: (1) வெ.சுப்பிரமணியன், ஆதி திராவிடர் தெரு, ஆத்தங்கரைவிடுதி, கந்தர்வக்கோட்டை, புதுக்கோட்டை. (2) கோ.சேதுபதி, ஆதி திராவிடர் தெரு, ஆத்தங்கரைவிடுதி, கந்தர்வக்கோட்டை, புதுக்கோட்டை. (3) த.தமிழரசன், ஆதி திராவிடர் தெரு, ஆத்தங்கரைவிடுதி கந்தர்வக்கோட்டை, புதுக்கோட்டை. [422,2018,767,2122]
entry-role: துணை அமைப்பாளர்கள் : [1141,342,1296,357]
organizer-entry [64,171,409,207]
entry-text: த.சதீஷ், கள்ளர் தெரு, நம்புரான்பட்டி, மோகனூர், கந்தர்வக்கோட்டை, புதுக்கோட்டை. [64,173,409,205]
entry-text: சிவிக்னேஷ், தின்னக்குளம், நம்புரான்பட்டி, மோகனூர், கந்தர்வக்கோட்டை, புதுக்கோட்டை. [64,343,409,376]
entry-role: அமைப்பாளர் : [1141,655,1244,669]
entry-role: துணை அமைப்பாளர்கள் : [64,554,251,568]
entry-role: அமைப்பாளர் : [422,1224,512,1239]
branch-title: பந்தவாக்கோட்டை கிளை [1232,1558,1396,1574]
entry-text: சூ.பார்த்திபன், மேற்குத் தெரு, ரெகுநாதபுரம், கறம்பக்குடி, புதுக்கோட்டை. [1141,924,1487,957]
entry-role: துணை அமைப்பாளர்கள் : [781,1777,968,1791]
separator: : [486,2151,490,2166]
entry-role: அமைப்பாளர் : [781,1162,875,1176]
entry-text: (1) கோ.பாரதிதாசன், ஆண்டியப்பட்டி, வேம்பன்பட்டி, கந்தர்வக்கோட்டை, புதுக்கோட்டை. (2) ப.ராஜேஷ், ஆண்டியப்பட்டி, வேம்பன்பட்டி, கந்தர்வக்கோட்டை, புதுக்கோட்டை. (3) ரா.ஸ்ரீராம், ஆண்டியப்பட்டி, வேம்பன்பட்டி, கந்தர்வக்கோட்டை, புதுக்கோட்டை. [64,554,409,658]
organizer-entry [1141,1428,1487,1553]
entry-text: (1) மா.சரத்குமார், 398, ஆண்டிகுளப்பன்பட்டி, துவார், கந்தர்வக்கோட்டை, புதுக்கோட்டை. (2) த.பாஸ்கர், 400, ஆண்டிகுளப்பன்பட்டி, துவார், கந்தர்வக்கோட்டை, புதுக்கோட்டை. [422,189,767,258]
organizer-entry [422,188,767,260]
part-organizer-row [1141,1060,1487,1096]
entry-role: அமைப்பாளர் : [422,1395,551,1410]
entry-text: சூ.இன்பென்ராஜ், தெற்குத் தெரு, கோனக்கொல்லைப்பட்டி, மருதன்கோன்விடுதி, கறம்பக்குடி, புதுக்கோட்டை. [1141,1372,1487,1422]
branch-title: பெத்தாரிப்பட்டி கிளை [165,1690,308,1706]
organizer-entry [1141,341,1487,448]
organizer-entry [64,2073,409,2162]
part-organizer: ரா.பாஸ்கர், 544, குளவாய்ப்பட்டி, துவார் கந்தர்வக்கோட்டை, புதுக்கோட்டை. [497,479,732,511]
organizer-entry [64,1091,409,1127]
part-number: பாகம் – 178 [781,183,826,216]
entry-text: (1) வி.ஜூலியன், மாதா கோவில் தெரு, கோனக்கொல்லைப்பட்டி, மருதன்கோன்விடுதி, கறம்பக்குடி, புதுக்கோட்டை. (2) க.திருமேனிநாதன், தெற்குத் தெரு, கோனக்கொல்லைப்பட்டி, மருதன்கோன்விடுதி, கறம்பக்குடி, புதுக்கோட்டை. (3) அ.பேட்ரிக், கோனக்கொல்லைப்பட்டி, மருதன்கோன்விடுதி, கறம்பக்குடி, புதுக்கோட்டை. [1141,1429,1487,1552]
part-number: பாகம் – 190 [1141,475,1186,508]
organizer-entry [781,801,1127,837]
panchayat-banner: நெப்புகை ஊராட்சி [169,725,304,744]
organizer-entry [64,1826,409,1880]
entry-role: துணை அமைப்பாளர்கள் : [422,1264,630,1279]
